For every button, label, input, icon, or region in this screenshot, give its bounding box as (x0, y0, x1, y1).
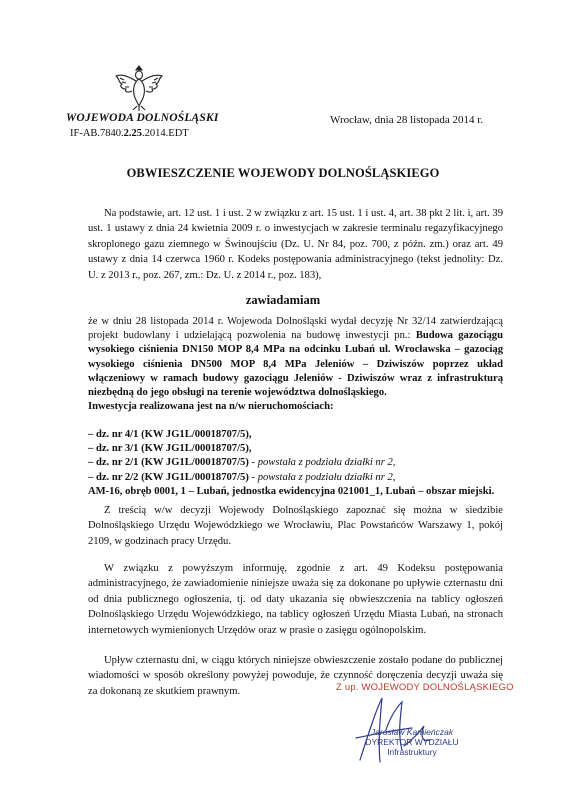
signatory-role: DYREKTOR WYDZIAŁU (365, 737, 459, 747)
reference-number (70, 128, 189, 139)
plots-header: Inwestycja realizowana jest na n/w nieruchomościach: (88, 401, 334, 413)
plots-location: AM-16, obręb 0001, 1 – Lubań, jednostka ewidencyjna 021001_1, Lubań – obszar miejski. (88, 485, 495, 497)
signatory-name: Jarosław Kamieńczak (370, 727, 454, 737)
document-title: OBWIESZCZENIE WOJEWODY DOLNOŚLĄSKIEGO (126, 166, 440, 180)
paragraph3-text: Z treścią w/w decyzji Wojewody Dolnośląskiego zapoznać się można w siedzibie Dolnośląskiego Urzędu Wojewódzkiego we Wrocławiu, Plac Powstańców Warszawy 1, pokój 2109, w godzinach pracy Urzędu. (88, 505, 503, 547)
paragraph4-text: W związku z powyższym informuję, zgodnie z art. 49 Kodeksu postępowania administracyjnego, że zawiadomienie niniejsze uważa się za dokonane po upływie czternastu dni od dnia publicznego ogłoszenia, tj. od daty ukazania się obwieszczenia na tablicy ogłoszeń Dolnośląskiego Urzędu Wojewódzkiego, na tablicy ogłoszeń Urzędu Miasta Lubań, na stronach internetowych wymienionych Urzędów oraz w prasie o zasięgu ogólnopolskim. (88, 563, 503, 636)
plot-note: - powstała z podziału działki nr 2, (248, 471, 396, 483)
plots-list (88, 428, 508, 499)
plot-label: – dz. nr 2/2 (KW JG1L/00018707/5) (88, 471, 249, 483)
ref-suffix: .2014.EDT (142, 128, 189, 139)
paragraph1-text: Na podstawie, art. 12 ust. 1 i ust. 2 w związku z art. 15 ust. 1 i ust. 4, art. 38 pkt 2 lit. i, art. 39 ust. 1 ustawy z dnia 24 kwietnia 2009 r. o inwestycjach w zakresie terminalu regazyfikacyjnego skroplonego gazu ziemnego w Świnoujściu (Dz. U. Nr 84, poz. 700, z późn. zm.) oraz art. 49 ustawy z dnia 14 czerwca 1960 r. Kodeks postępowania administracyjnego (tekst jednolity: Dz. U. z 2013 r., poz. 267, zm.: Dz. U. z 2014 r., poz. 183), (88, 208, 503, 281)
list-item (88, 456, 508, 470)
ref-prefix: IF-AB.7840. (70, 128, 124, 139)
plot-label: – dz. nr 4/1 (KW JG1L/00018707/5), (88, 429, 252, 440)
plot-note: - powstała z podziału działki nr 2, (248, 457, 396, 469)
list-item (88, 442, 508, 456)
issuer-name: WOJEWODA DOLNOŚLĄSKI (66, 112, 219, 124)
announce-heading: zawiadamiam (245, 293, 321, 307)
list-item (88, 428, 508, 442)
paragraph2-plain: że w dniu 28 listopada 2014 r. Wojewoda Dolnośląski wydał decyzję Nr 32/14 zatwierdzającą projekt budowlany i udzielającą pozwolenia na budowę inwestycji pn.: (88, 316, 503, 342)
authorization-stamp: Z up. WOJEWODY DOLNOŚLĄSKIEGO (336, 682, 514, 693)
inspection-paragraph (88, 503, 503, 549)
decision-paragraph (88, 315, 503, 414)
notice-paragraph (88, 561, 503, 638)
signatory-stamp (352, 727, 472, 757)
date-line: Wrocław, dnia 28 listopada 2014 r. (330, 114, 484, 126)
list-item (88, 471, 508, 485)
plot-label: – dz. nr 3/1 (KW JG1L/00018707/5), (88, 443, 252, 455)
investment-name: Budowa gazociągu wysokiego ciśnienia DN150 MOP 8,4 MPa na odcinku Lubań ul. Wrocławska – gazociąg wysokiego ciśnienia DN500 MOP 8,4 MPa Jeleniów – Dziwiszów poprzez układ włączeniowy w ramach budowy gazociągu Jeleniów - Dziwiszów wraz z infrastrukturą niezbędną do jego obsługi na terenie województwa dolnośląskiego. (88, 330, 503, 399)
ref-bold: 2.25 (123, 128, 143, 139)
signatory-department: Infrastruktury (387, 747, 437, 757)
plot-label: – dz. nr 2/1 (KW JG1L/00018707/5) (88, 457, 249, 469)
eagle-emblem-icon (112, 60, 166, 114)
paragraph5-text: Upływ czternastu dni, w ciągu których niniejsze obwieszczenie zostało podane do publicznej wiadomości w sposób określony powyżej powoduje, że czynność doręczenia decyzji uważa się za dokonaną ze skutkiem prawnym. (88, 655, 503, 697)
legal-basis-paragraph (88, 206, 503, 283)
